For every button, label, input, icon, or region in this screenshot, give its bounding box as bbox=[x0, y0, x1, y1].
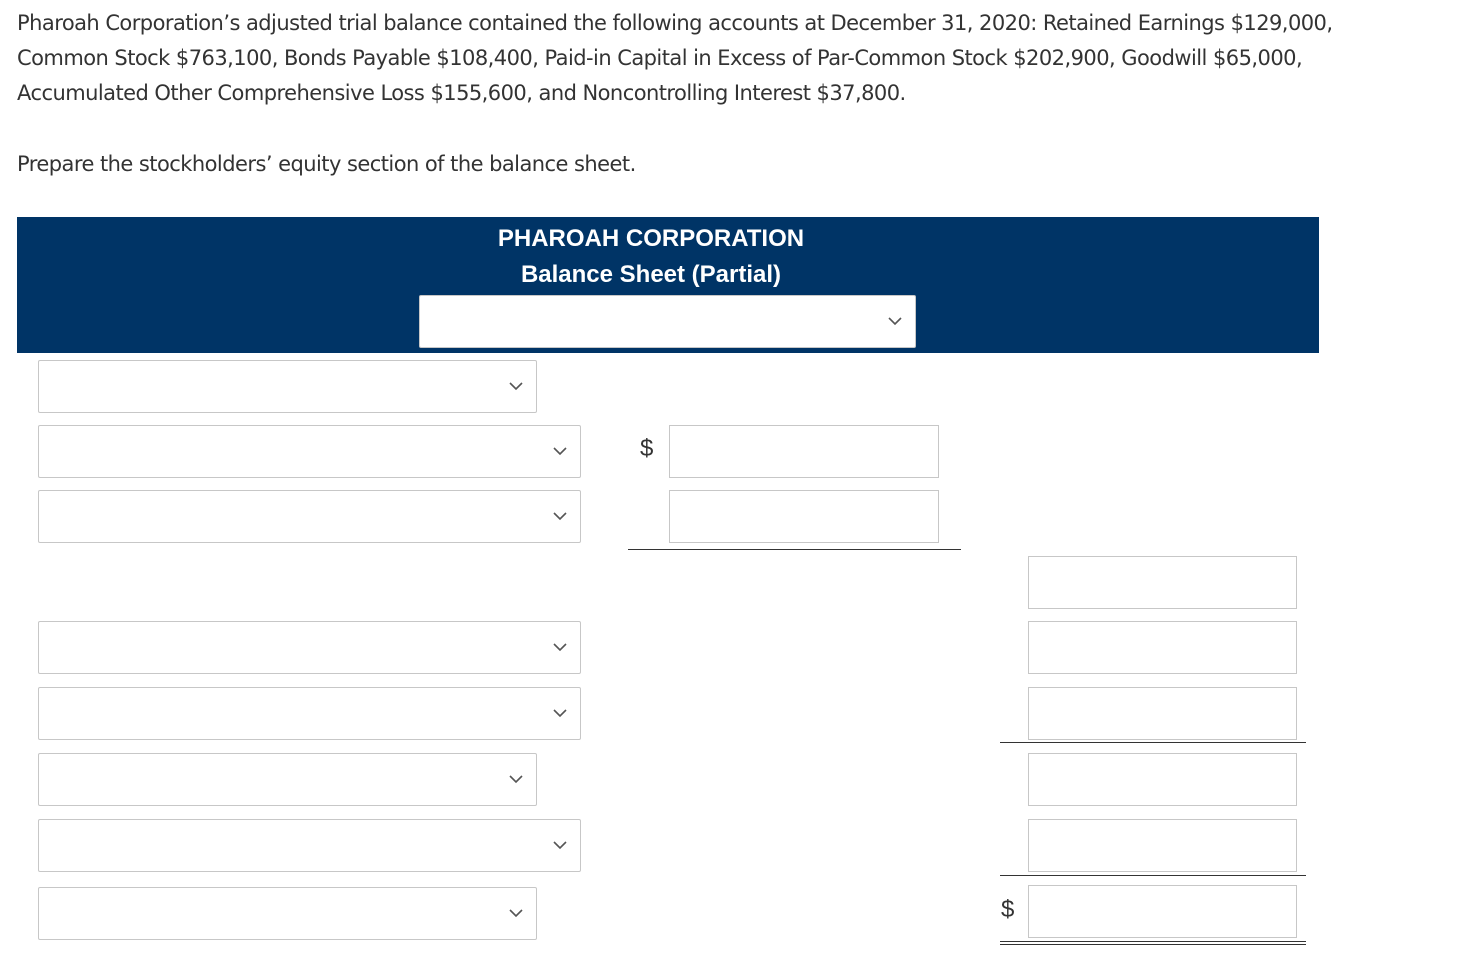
problem-line-2: Common Stock $763,100, Bonds Payable $108,400, Paid-in Capital in Excess of Par-Common Stock $202,900, Goodwill $65,000, bbox=[17, 46, 1303, 70]
row8-account-select[interactable] bbox=[38, 819, 581, 872]
row3-account-select[interactable] bbox=[38, 490, 581, 543]
row4-total-input[interactable] bbox=[1028, 556, 1297, 609]
total-rule-2 bbox=[1000, 875, 1306, 876]
row5-amount-input[interactable] bbox=[1028, 621, 1297, 674]
dollar-sign: $ bbox=[1001, 896, 1015, 923]
total-rule-1 bbox=[1000, 742, 1306, 743]
row2-amount-input[interactable] bbox=[669, 425, 939, 478]
row7-amount-input[interactable] bbox=[1028, 753, 1297, 806]
instruction-text: Prepare the stockholders’ equity section of the balance sheet. bbox=[17, 152, 636, 176]
chevron-down-icon bbox=[509, 775, 523, 784]
chevron-down-icon bbox=[553, 512, 567, 521]
row8-amount-input[interactable] bbox=[1028, 819, 1297, 872]
chevron-down-icon bbox=[553, 447, 567, 456]
chevron-down-icon bbox=[553, 709, 567, 718]
statement-title: Balance Sheet (Partial) bbox=[520, 261, 782, 288]
row9-account-select[interactable] bbox=[38, 887, 537, 940]
date-select[interactable] bbox=[419, 295, 916, 348]
chevron-down-icon bbox=[553, 841, 567, 850]
row3-amount-input[interactable] bbox=[669, 490, 939, 543]
row6-account-select[interactable] bbox=[38, 687, 581, 740]
company-name: PHAROAH CORPORATION bbox=[497, 225, 805, 252]
chevron-down-icon bbox=[553, 643, 567, 652]
row1-account-select[interactable] bbox=[38, 360, 537, 413]
chevron-down-icon bbox=[509, 382, 523, 391]
chevron-down-icon bbox=[509, 909, 523, 918]
row9-amount-input[interactable] bbox=[1028, 885, 1297, 938]
subtotal-rule bbox=[628, 549, 961, 550]
problem-line-1: Pharoah Corporation’s adjusted trial balance contained the following accounts at December 31, 2020: Retained Earnings $129,000, bbox=[17, 11, 1333, 35]
chevron-down-icon bbox=[888, 317, 902, 326]
problem-line-3: Accumulated Other Comprehensive Loss $155,600, and Noncontrolling Interest $37,800. bbox=[17, 81, 906, 105]
row6-amount-input[interactable] bbox=[1028, 687, 1297, 740]
row2-account-select[interactable] bbox=[38, 425, 581, 478]
row5-account-select[interactable] bbox=[38, 621, 581, 674]
dollar-sign: $ bbox=[640, 435, 654, 462]
row7-account-select[interactable] bbox=[38, 753, 537, 806]
problem-text bbox=[17, 6, 1472, 111]
final-double-rule bbox=[1000, 941, 1306, 945]
